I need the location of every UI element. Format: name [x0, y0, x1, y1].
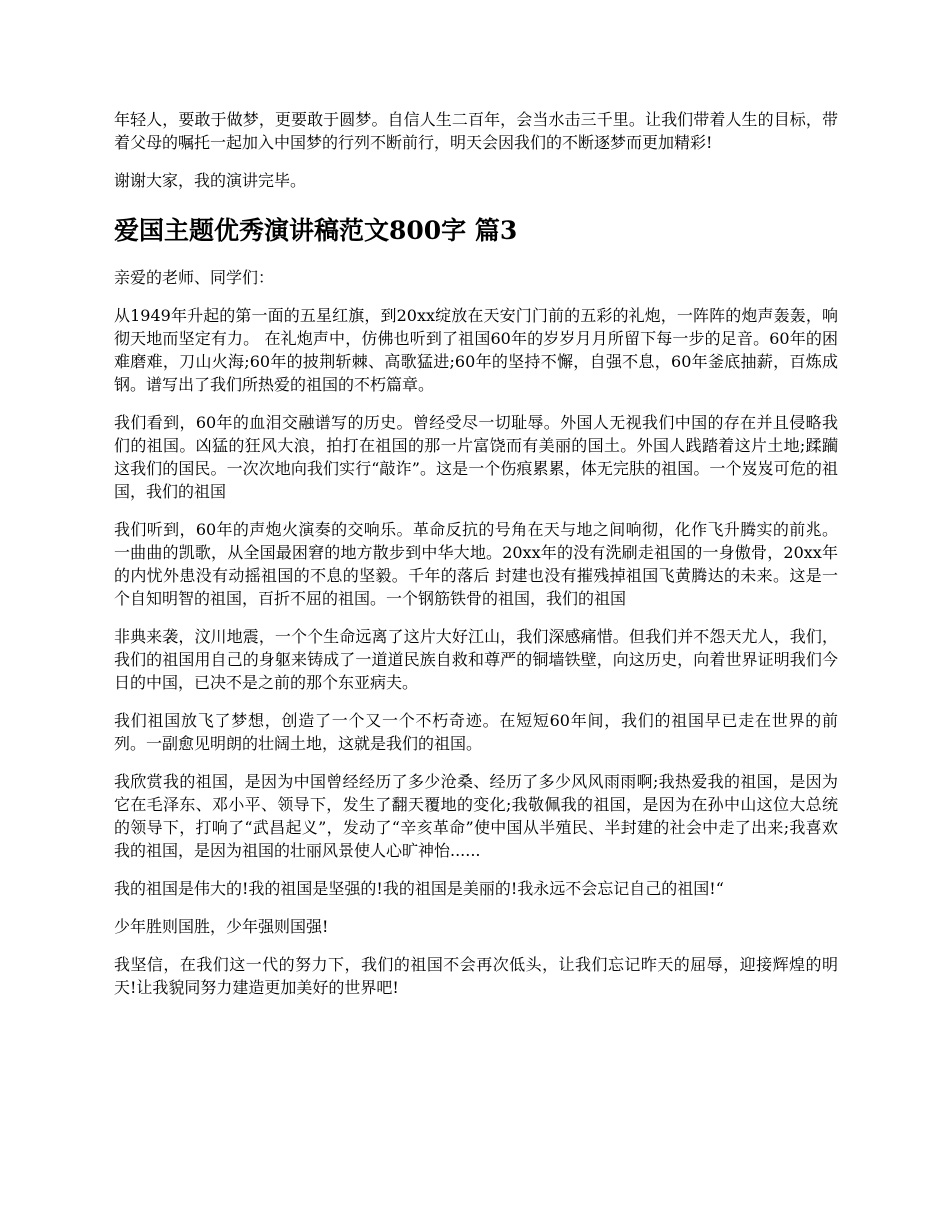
- section-paragraph-6: 我们祖国放飞了梦想，创造了一个又一个不朽奇迹。在短短60年间，我们的祖国早已走在世界的前列。一副愈见明朗的壮阔土地，这就是我们的祖国。: [114, 711, 838, 753]
- section-paragraph-3: 我们看到，60年的血泪交融谱写的历史。曾经受尽一切耻辱。外国人无视我们中国的存在并且侵略我们的祖国。凶猛的狂风大浪，拍打在祖国的那一片富饶而有美丽的国土。外国人践踏着这片土地;蹂躏这我们的国民。一次次地向我们实行“敲诈”。这是一个伤痕累累，体无完肤的祖国。一个岌岌可危的祖国，我们的祖国: [114, 413, 838, 501]
- section-paragraph-1: 亲爱的老师、同学们：: [114, 268, 275, 287]
- section-paragraph-2: 从1949年升起的第一面的五星红旗，到20xx绽放在天安门门前的五彩的礼炮，一阵阵的炮声轰轰，响彻天地而坚定有力。 在礼炮声中，仿佛也听到了祖国60年的岁岁月月所留下每一步的足音。60年的困难磨难，刀山火海;60年的披荆斩棘、高歌猛进;60年的坚持不懈，自强不息，60年釜底抽薪，百炼成钢。谱写出了我们所热爱的祖国的不朽篇章。: [114, 306, 838, 394]
- section-paragraph-9: 少年胜则国胜，少年强则国强!: [114, 917, 329, 936]
- section-paragraph-4: 我们听到，60年的声炮火演奏的交响乐。革命反抗的号角在天与地之间响彻，化作飞升腾实的前兆。一曲曲的凯歌，从全国最困窘的地方散步到中华大地。20xx年的没有洗刷走祖国的一身傲骨，20xx年的内忧外患没有动摇祖国的不息的坚毅。千年的落后 封建也没有摧残掉祖国飞黄腾达的未来。这是一个自知明智的祖国，百折不屈的祖国。一个钢筋铁骨的祖国，我们的祖国: [114, 520, 838, 608]
- section-paragraph-5: 非典来袭，汶川地震，一个个生命远离了这片大好江山，我们深感痛惜。但我们并不怨天尤人，我们，我们的祖国用自己的身躯来铸成了一道道民族自救和尊严的铜墙铁壁，向这历史，向着世界证明我们今日的中国，已决不是之前的那个东亚病夫。: [114, 627, 838, 692]
- intro-paragraph-1: 年轻人，要敢于做梦，更要敢于圆梦。自信人生二百年，会当水击三千里。让我们带着人生的目标，带着父母的嘱托一起加入中国梦的行列不断前行，明天会因我们的不断逐梦而更加精彩!: [114, 110, 838, 152]
- section-title: 爱国主题优秀演讲稿范文800字 篇3: [114, 216, 518, 245]
- section-paragraph-10: 我坚信，在我们这一代的努力下，我们的祖国不会再次低头，让我们忘记昨天的屈辱，迎接辉煌的明天!让我貌同努力建造更加美好的世界吧!: [114, 955, 838, 997]
- section-paragraph-8: 我的祖国是伟大的!我的祖国是坚强的!我的祖国是美丽的!我永远不会忘记自己的祖国!“: [114, 879, 724, 898]
- intro-paragraph-2: 谢谢大家，我的演讲完毕。: [114, 171, 307, 190]
- section-paragraph-7: 我欣赏我的祖国，是因为中国曾经经历了多少沧桑、经历了多少风风雨雨啊;我热爱我的祖国，是因为它在毛泽东、邓小平、领导下，发生了翻天覆地的变化;我敬佩我的祖国，是因为在孙中山这位大总统的领导下，打响了“武昌起义”，发动了“辛亥革命”使中国从半殖民、半封建的社会中走了出来;我喜欢我的祖国，是因为祖国的壮丽风景使人心旷神怡......: [114, 772, 838, 860]
- document-page: [114, 108, 838, 1014]
